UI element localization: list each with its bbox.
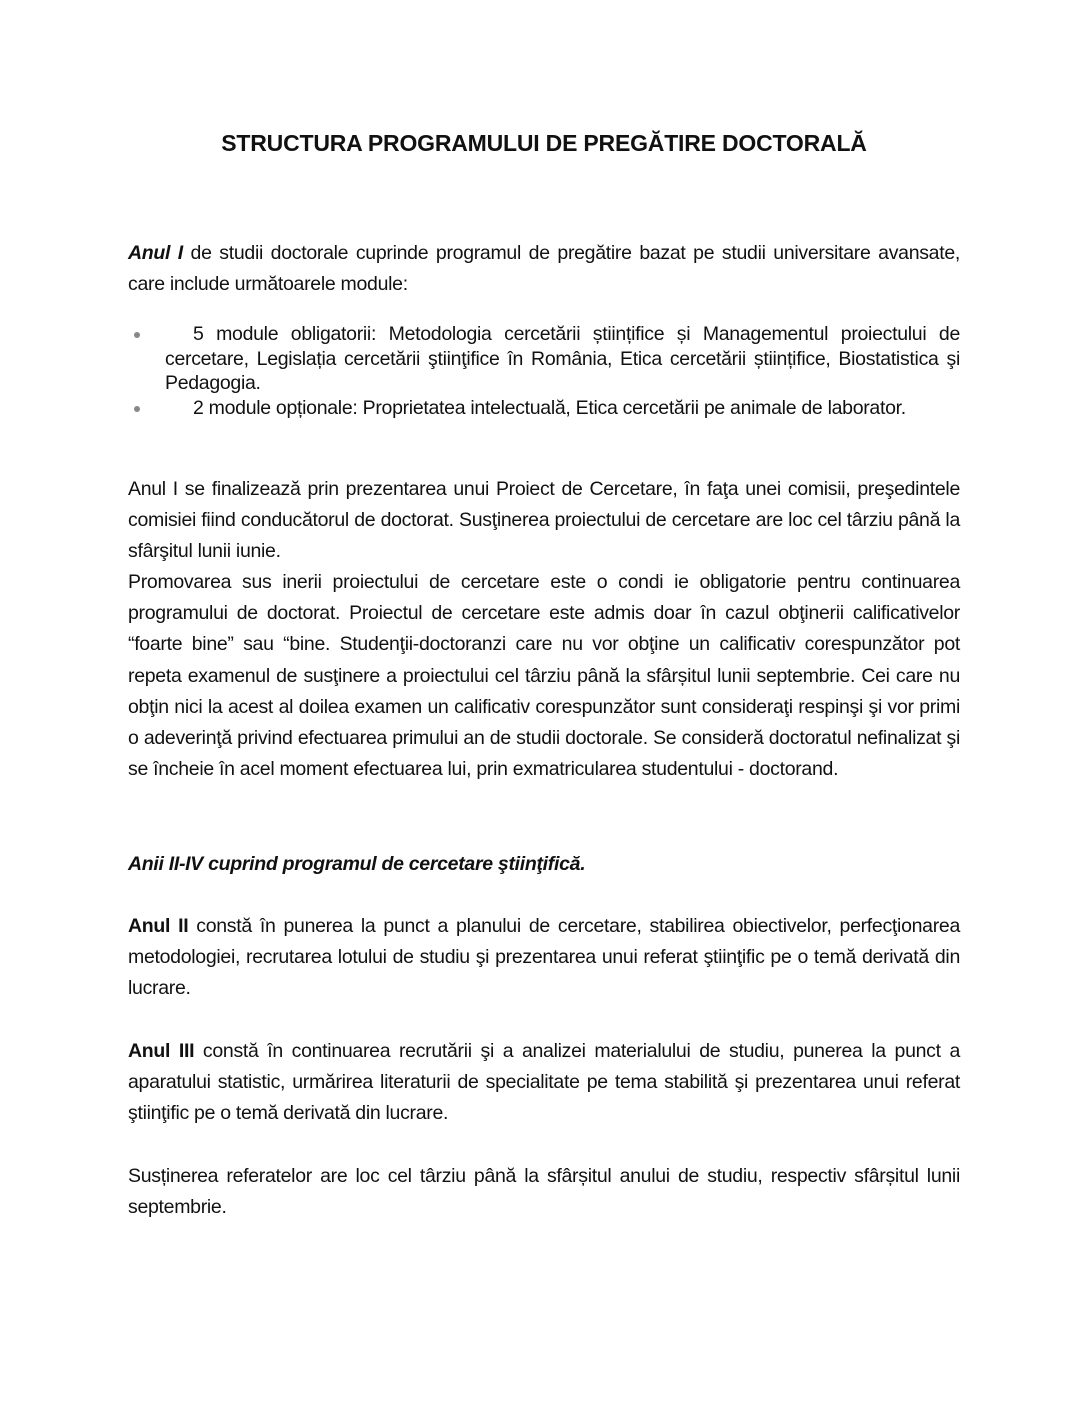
- year3-lead: Anul III: [128, 1040, 195, 1062]
- intro-lead: Anul I: [128, 242, 183, 264]
- closing-paragraph: Susținerea referatelor are loc cel târziu până la sfârșitul anului de studiu, respectiv sfârșitul lunii septembrie.: [128, 1165, 960, 1219]
- year2-text: constă în punerea la punct a planului de cercetare, stabilirea obiectivelor, perfecţionarea metodologiei, recrutarea lotului de studiu şi prezentarea unui referat ştiinţific pe o temă derivată din lucrare.: [128, 915, 960, 1000]
- intro-paragraph: [128, 238, 960, 300]
- years-2-4-heading: Anii II-IV cuprind programul de cercetare ştiinţifică.: [128, 853, 586, 875]
- modules-list: [128, 322, 960, 420]
- bullet-icon: [134, 406, 140, 412]
- document-title: STRUCTURA PROGRAMULUI DE PREGĂTIRE DOCTORALĂ: [221, 130, 867, 156]
- module-text: 2 module opționale: Proprietatea intelectuală, Etica cercetării pe animale de laborator.: [193, 396, 906, 419]
- list-item: [128, 322, 960, 396]
- module-text: 5 module obligatorii: Metodologia cercetării științifice și Managementul proiectului de cercetare, Legislația cercetării ştiinţifice în România, Etica cercetării științifice, Biostatistica şi Pedagogia.: [165, 323, 960, 394]
- year1-promotion-paragraph: Promovarea sus inerii proiectului de cercetare este o condi ie obligatorie pentru continuarea programului de doctorat. Proiectul de cercetare este admis doar în cazul obţinerii calificativelor “foarte bine” sau “bine. Studenţii-doctoranzi care nu vor obţine un calificativ corespunzător pot repeta examenul de susţinere a proiectului cel târziu până la sfârșitul lunii septembrie. Cei care nu obţin nici la acest al doilea examen un calificativ corespunzător sunt consideraţi respinşi şi vor primi o adeverinţă privind efectuarea primului an de studii doctorale. Se consideră doctoratul nefinalizat şi se încheie în acel moment efectuarea lui, prin exmatricularea studentului - doctorand.: [128, 571, 960, 781]
- intro-text: de studii doctorale cuprinde programul de pregătire bazat pe studii universitare avansate, care include următoarele module:: [128, 242, 961, 296]
- year3-text: constă în continuarea recrutării şi a analizei materialului de studiu, punerea la punct a aparatului statistic, urmărirea literaturii de specialitate pe tema stabilită şi prezentarea unui referat ştiinţific pe o temă derivată din lucrare.: [128, 1040, 961, 1125]
- year2-lead: Anul II: [128, 915, 189, 937]
- year3-paragraph: [128, 1036, 960, 1130]
- bullet-icon: [134, 332, 140, 338]
- year1-final-paragraph: Anul I se finalizează prin prezentarea unui Proiect de Cercetare, în faţa unei comisii, preşedintele comisiei fiind conducătorul de doctorat. Susţinerea proiectului de cercetare are loc cel târziu până la sfârşitul lunii iunie.: [128, 478, 960, 563]
- year2-paragraph: [128, 911, 960, 1005]
- list-item: [128, 396, 960, 421]
